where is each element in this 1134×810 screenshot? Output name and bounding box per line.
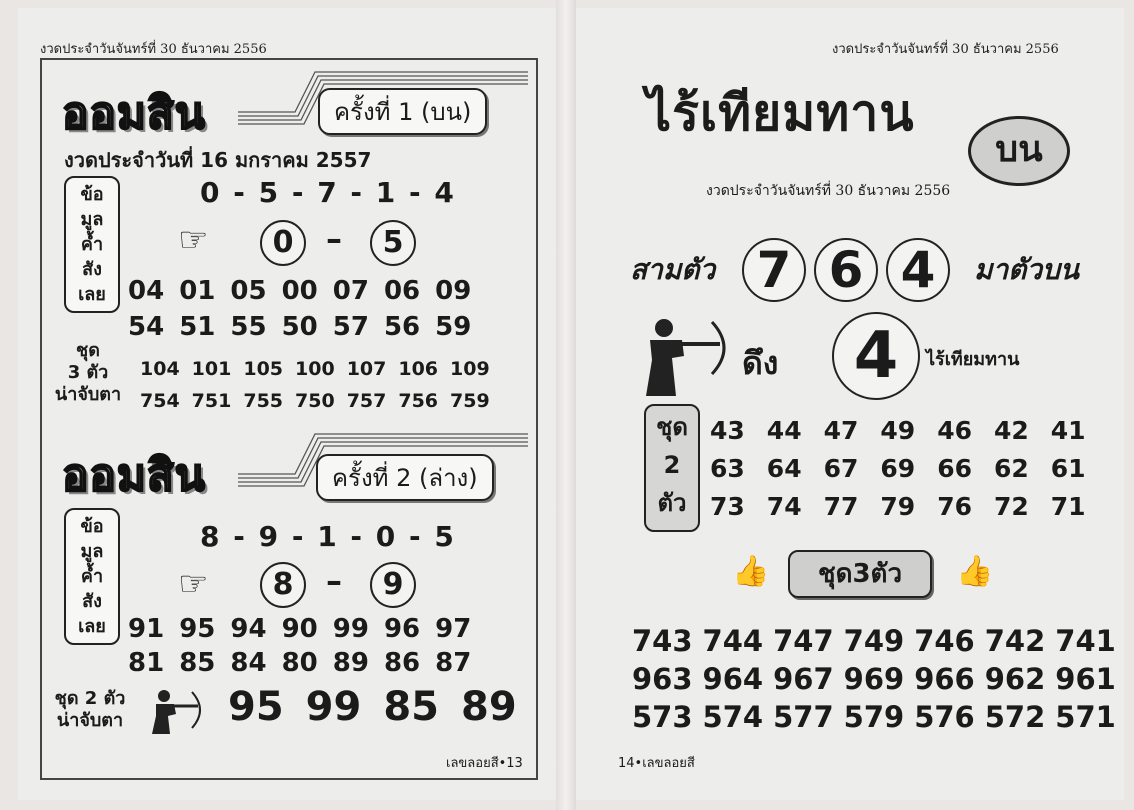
set2-number: 42	[993, 416, 1029, 445]
highlight-number: 99	[305, 684, 362, 730]
three-digit-2: 6	[814, 238, 878, 302]
round1-triples-row	[140, 358, 490, 380]
set3-number: 741	[1055, 624, 1116, 658]
pair-number: 57	[332, 312, 369, 342]
pair-number: 90	[281, 614, 318, 644]
round1-date: งวดประจำวันที่ 16 มกราคม 2557	[64, 148, 372, 172]
set3-number: 747	[773, 624, 834, 658]
side-label-line: สัง	[82, 591, 102, 612]
brand-logo: ออมสิน	[62, 450, 206, 501]
set-label-line: น่าจับตา	[56, 710, 124, 731]
pair-number: 09	[435, 276, 472, 306]
pair-number: 87	[435, 648, 472, 678]
set-label-line: ชุด	[76, 340, 100, 361]
set3-label: ชุด3ตัว	[788, 550, 932, 598]
triple-number: 107	[346, 358, 387, 380]
set2-number: 77	[823, 492, 859, 521]
set2-number: 76	[937, 492, 972, 521]
thumbs-up-icon: 👍	[732, 554, 770, 589]
round2-highlight-numbers	[228, 684, 517, 730]
pair-number: 86	[383, 648, 421, 678]
set-label-line: 3 ตัว	[67, 362, 109, 383]
set3-number: 746	[914, 624, 975, 658]
round1-pick-2: 5	[370, 220, 416, 266]
right-page	[576, 8, 1124, 800]
set2-number: 49	[880, 416, 916, 445]
three-digit-3: 4	[886, 238, 950, 302]
set3-number: 577	[773, 700, 834, 734]
side-label-line: เลย	[78, 616, 106, 637]
brand-logo: ออมสิน	[62, 88, 206, 139]
set2-label-line: ตัว	[657, 489, 687, 517]
set3-number: 574	[702, 700, 764, 734]
round1-pairs-row	[128, 276, 471, 306]
pair-number: 00	[281, 276, 318, 306]
set2-number: 64	[766, 454, 802, 483]
set2-number: 47	[823, 416, 859, 445]
triple-number: 109	[450, 358, 490, 380]
set3-number: 573	[632, 700, 693, 734]
set2-number: 46	[937, 416, 972, 445]
triple-number: 105	[243, 358, 284, 380]
triple-number: 756	[398, 390, 439, 412]
pull-label: ดึง	[742, 344, 779, 382]
side-label-line: ค้ำ	[80, 234, 104, 255]
round1-pairs-row	[128, 312, 471, 342]
pair-number: 85	[179, 648, 216, 678]
left-page	[18, 8, 556, 800]
pair-number: 54	[128, 312, 165, 342]
triple-number: 757	[346, 390, 387, 412]
set3-number: 962	[984, 662, 1046, 696]
set2-number: 43	[710, 416, 745, 445]
side-label-line: ข้อ	[80, 184, 104, 205]
set2-number: 79	[880, 492, 916, 521]
set3-row	[632, 700, 1116, 734]
round1-side-label	[64, 176, 120, 313]
draw-date: งวดประจำวันจันทร์ที่ 30 ธันวาคม 2556	[706, 183, 951, 199]
set3-number: 967	[773, 662, 834, 696]
round2-pick-1: 8	[260, 562, 306, 608]
set3-number: 964	[702, 662, 764, 696]
set2-label-line: 2	[663, 451, 681, 479]
page-number: 14•เลขลอยสี	[618, 756, 695, 771]
set2-number: 69	[880, 454, 916, 483]
pull-brand: ไร้เทียมทาน	[926, 349, 1020, 370]
side-label-line: มูล	[80, 541, 104, 562]
three-digit-1: 7	[742, 238, 806, 302]
pair-number: 95	[179, 614, 216, 644]
pair-number: 50	[281, 312, 318, 342]
pair-number: 05	[230, 276, 267, 306]
set3-row	[632, 624, 1116, 658]
set3-number: 579	[843, 700, 905, 734]
archer-icon	[642, 316, 732, 396]
triple-number: 104	[140, 358, 180, 380]
pair-number: 01	[179, 276, 216, 306]
pair-number: 89	[332, 648, 369, 678]
triple-number: 750	[295, 390, 335, 412]
pair-number: 56	[383, 312, 421, 342]
set2-number: 72	[993, 492, 1029, 521]
pair-number: 96	[383, 614, 421, 644]
pair-number: 97	[435, 614, 472, 644]
pick-dash: –	[326, 220, 342, 258]
archer-icon	[146, 688, 206, 734]
page-gutter	[556, 0, 576, 810]
set3-number: 749	[843, 624, 905, 658]
side-label-line: ข้อ	[80, 516, 104, 537]
triple-number: 100	[295, 358, 335, 380]
set2-number: 61	[1050, 454, 1086, 483]
pair-number: 80	[281, 648, 318, 678]
set2-label	[644, 404, 700, 532]
set3-number: 576	[914, 700, 975, 734]
pair-number: 84	[230, 648, 267, 678]
pointing-hand-icon: ☞	[178, 220, 209, 260]
side-label-line: สัง	[82, 259, 102, 280]
set2-number: 67	[823, 454, 859, 483]
three-digit-suffix: มาตัวบน	[974, 253, 1079, 286]
set3-number: 963	[632, 662, 693, 696]
round2-digits: 8 - 9 - 1 - 0 - 5	[200, 520, 456, 553]
triple-number: 101	[191, 358, 232, 380]
set3-number: 966	[914, 662, 975, 696]
round2-side-label	[64, 508, 120, 645]
pointing-hand-icon: ☞	[178, 564, 209, 604]
set2-row	[710, 492, 1086, 521]
pair-number: 07	[332, 276, 369, 306]
set3-number: 744	[702, 624, 764, 658]
set2-number: 63	[710, 454, 745, 483]
highlight-number: 95	[228, 684, 284, 730]
pair-number: 06	[383, 276, 421, 306]
pull-digit: 4	[832, 312, 920, 400]
round2-label: ครั้งที่ 2 (ล่าง)	[316, 454, 494, 501]
set-label-line: น่าจับตา	[54, 384, 122, 405]
set3-row	[632, 662, 1116, 696]
set2-row	[710, 454, 1086, 483]
side-label-line: เลย	[78, 284, 106, 305]
triple-number: 759	[450, 390, 490, 412]
thumbs-up-icon: 👍	[956, 554, 994, 589]
triple-number: 754	[140, 390, 180, 412]
right-page-header: งวดประจำวันจันทร์ที่ 30 ธันวาคม 2556	[832, 42, 1059, 57]
round1-pick-1: 0	[260, 220, 306, 266]
set2-label-line: ชุด	[656, 413, 688, 441]
round2-pairs-row	[128, 614, 471, 644]
set3-number: 743	[632, 624, 693, 658]
set2-number: 44	[766, 416, 802, 445]
set3-number: 969	[843, 662, 905, 696]
pair-number: 55	[230, 312, 267, 342]
round2-pick-2: 9	[370, 562, 416, 608]
page-number: เลขลอยสี•13	[446, 756, 523, 771]
triple-number: 751	[191, 390, 232, 412]
highlight-number: 89	[461, 684, 517, 730]
round1-label: ครั้งที่ 1 (บน)	[318, 88, 487, 135]
set2-number: 71	[1050, 492, 1086, 521]
upper-badge: บน	[968, 116, 1070, 186]
highlight-number: 85	[383, 684, 440, 730]
set2-number: 66	[937, 454, 972, 483]
side-label-line: ค้ำ	[80, 566, 104, 587]
page-title: ไร้เทียมทาน	[646, 84, 915, 142]
triple-number: 106	[398, 358, 439, 380]
pair-number: 91	[128, 614, 165, 644]
left-page-header: งวดประจำวันจันทร์ที่ 30 ธันวาคม 2556	[40, 42, 267, 57]
set2-number: 73	[710, 492, 745, 521]
round1-digits: 0 - 5 - 7 - 1 - 4	[200, 176, 456, 209]
set2-number: 74	[766, 492, 802, 521]
round1-triples-row	[140, 390, 490, 412]
set2-row	[710, 416, 1086, 445]
round1-set-label	[40, 340, 136, 406]
pair-number: 51	[179, 312, 216, 342]
set2-number: 62	[993, 454, 1029, 483]
pair-number: 04	[128, 276, 165, 306]
side-label-line: มูล	[80, 209, 104, 230]
set3-number: 742	[984, 624, 1046, 658]
triple-number: 755	[243, 390, 284, 412]
set2-number: 41	[1050, 416, 1086, 445]
pick-dash: –	[326, 562, 342, 600]
pair-number: 99	[332, 614, 369, 644]
pair-number: 94	[230, 614, 267, 644]
pair-number: 59	[435, 312, 472, 342]
set3-number: 572	[984, 700, 1046, 734]
three-digit-label: สามตัว	[630, 253, 716, 286]
round2-pairs-row	[128, 648, 471, 678]
set3-number: 961	[1055, 662, 1116, 696]
round2-set-label	[40, 688, 140, 732]
set-label-line: ชุด 2 ตัว	[54, 688, 126, 709]
pair-number: 81	[128, 648, 165, 678]
set3-number: 571	[1055, 700, 1116, 734]
